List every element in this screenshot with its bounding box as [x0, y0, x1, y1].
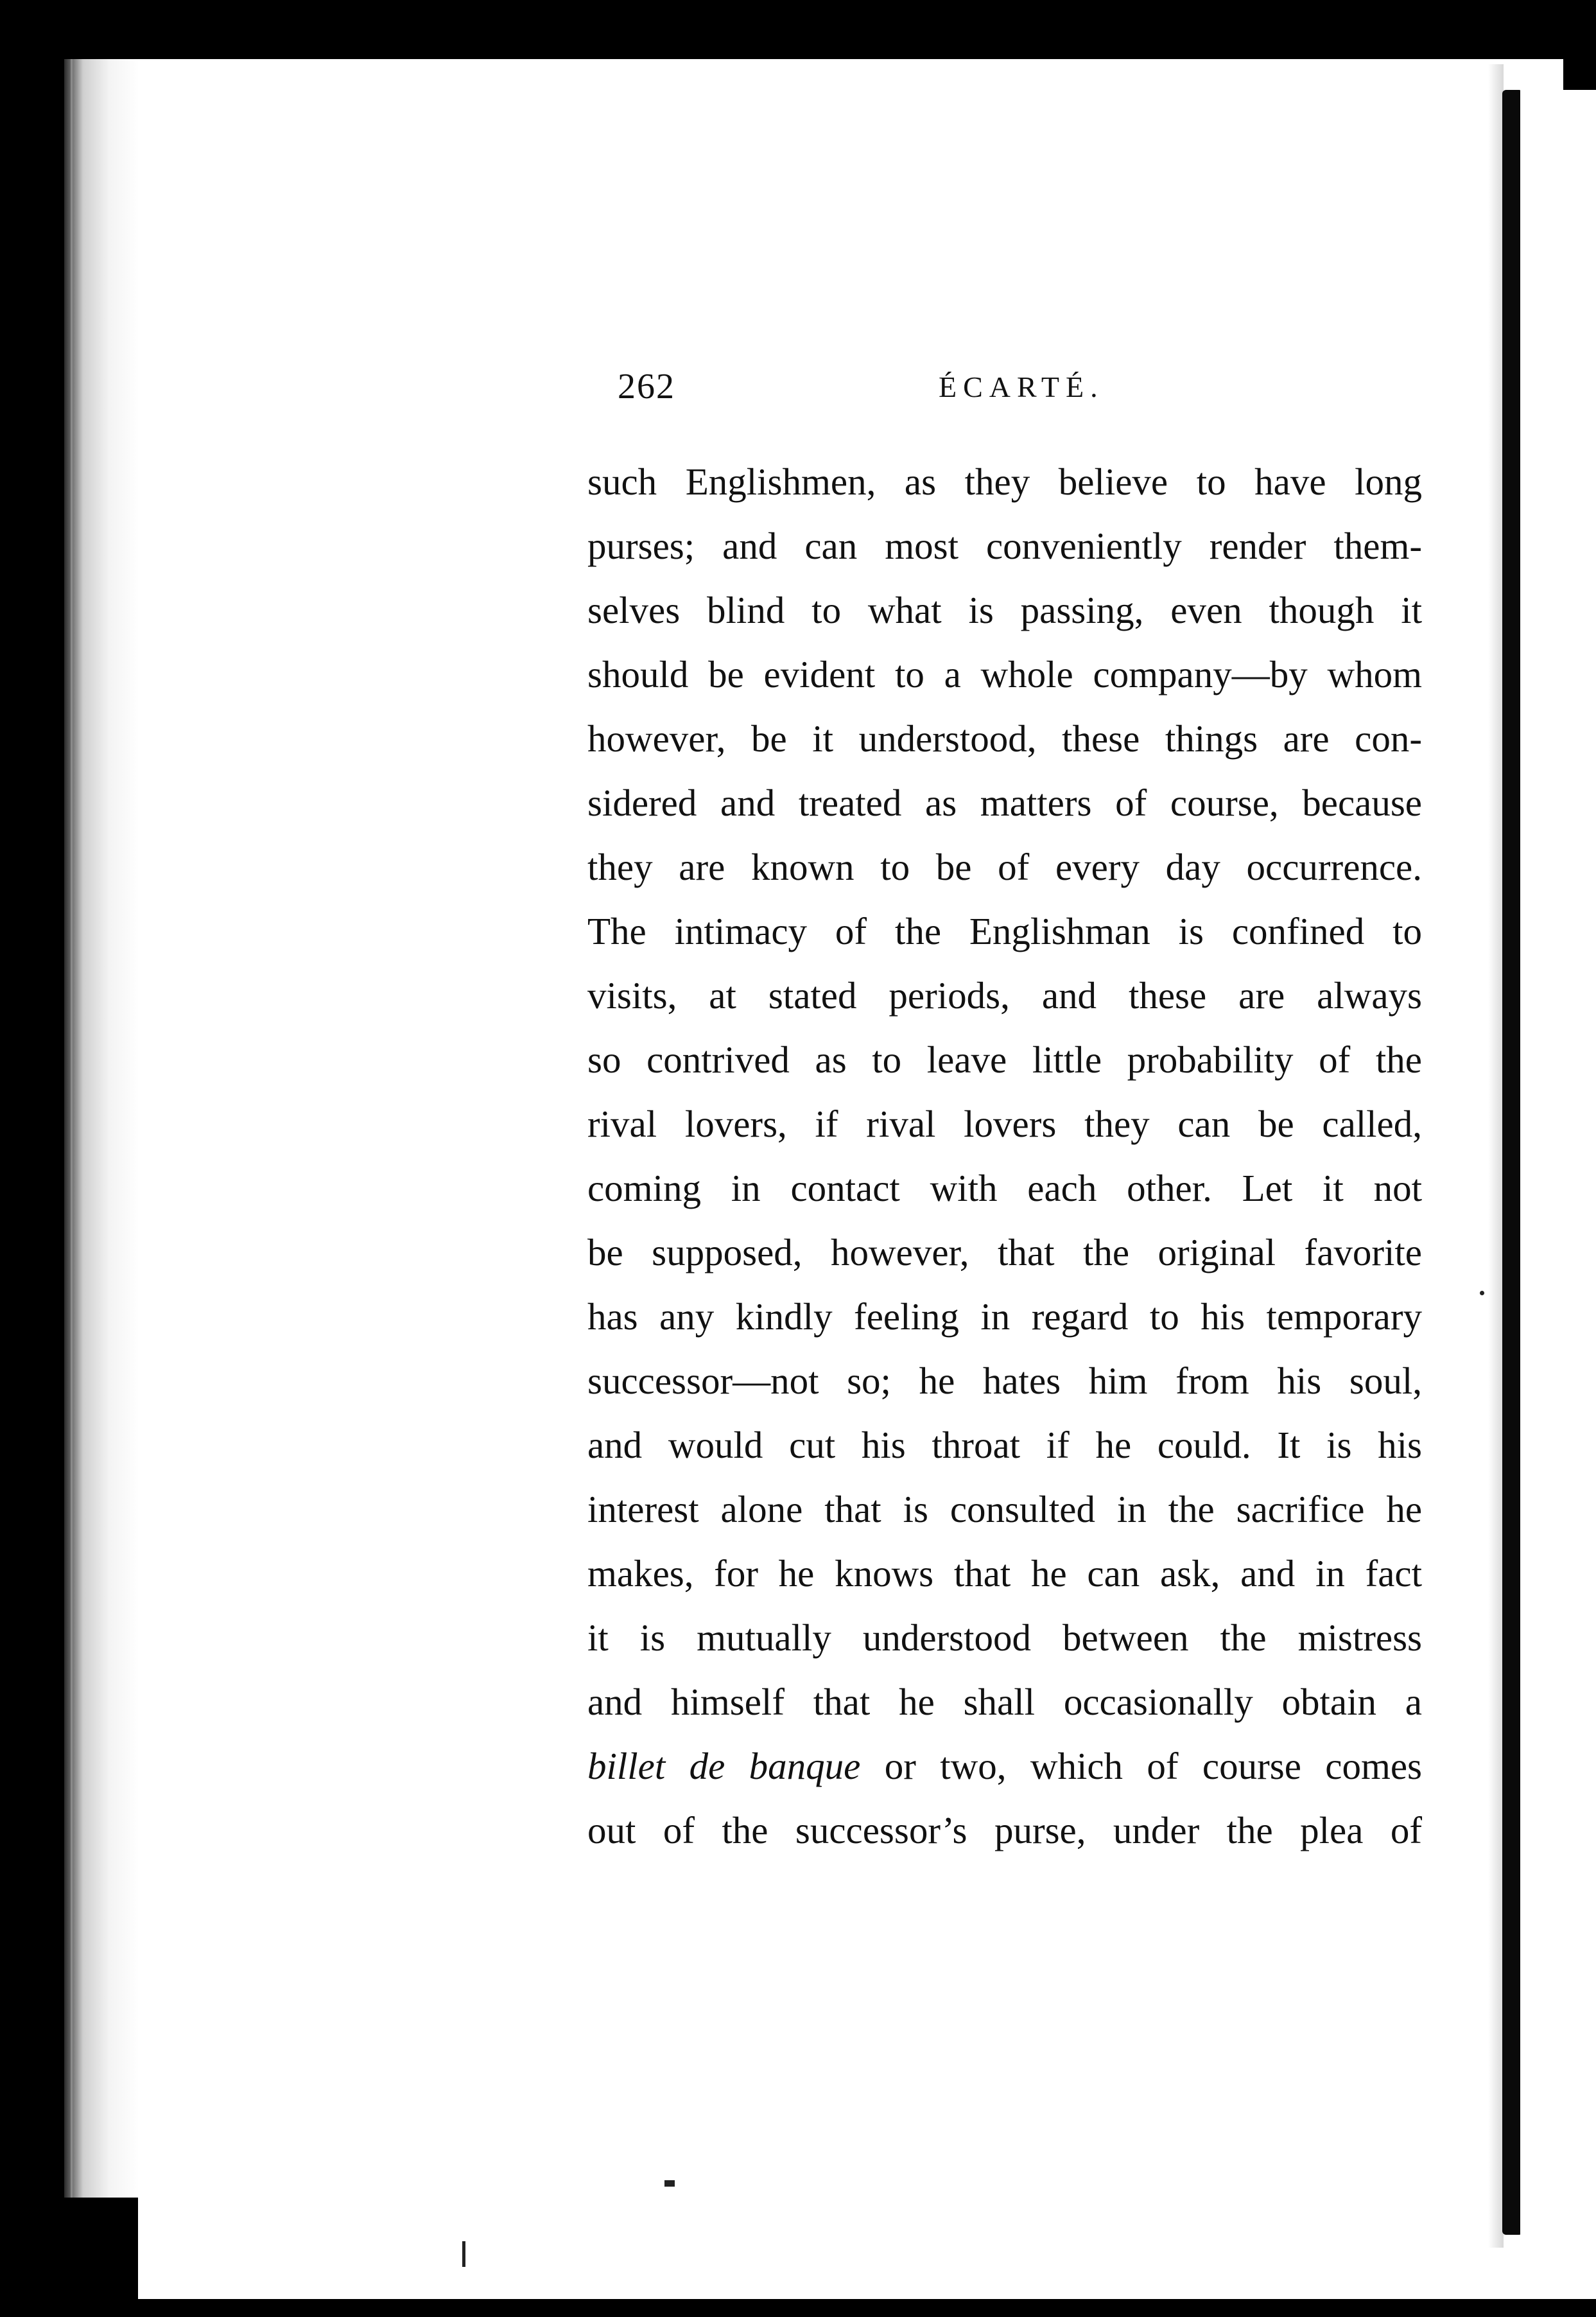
scan-speck: [462, 2241, 465, 2267]
text-line: be supposed, however, that the original favorite: [587, 1231, 1422, 1273]
text-line: however, be it understood, these things are con-: [587, 717, 1422, 760]
page-edge-stack: [64, 59, 140, 2198]
text-line-last: out of the successor’s purse, under the plea of: [587, 1809, 1422, 1851]
text-line: purses; and can most conveniently render them-: [587, 525, 1422, 567]
text-line: and himself that he shall occasionally obtain a: [587, 1681, 1422, 1723]
scan-speck: [1480, 1291, 1484, 1295]
text-line: rival lovers, if rival lovers they can be called,: [587, 1103, 1422, 1145]
body-text: [587, 450, 1422, 1862]
text-line: has any kindly feeling in regard to his temporary: [587, 1295, 1422, 1338]
text-line: successor—not so; he hates him from his soul,: [587, 1360, 1422, 1402]
text-line: it is mutually understood between the mistress: [587, 1616, 1422, 1659]
text-line: such Englishmen, as they believe to have long: [587, 460, 1422, 503]
text-line: sidered and treated as matters of course, because: [587, 782, 1422, 824]
page-number: 262: [618, 367, 675, 407]
text-line: The intimacy of the Englishman is confined to: [587, 910, 1422, 952]
text-line: they are known to be of every day occurrence.: [587, 846, 1422, 888]
running-head: ÉCARTÉ.: [939, 371, 1104, 403]
text-line: should be evident to a whole company—by whom: [587, 653, 1422, 695]
text-line: and would cut his throat if he could. It is his: [587, 1424, 1422, 1466]
page-header: [618, 366, 1112, 424]
text-line: visits, at stated periods, and these are always: [587, 974, 1422, 1017]
text-line: interest alone that is consulted in the sacrifice he: [587, 1488, 1422, 1530]
facing-page-edge: [1520, 90, 1596, 2299]
text-line: makes, for he knows that he can ask, and in fact: [587, 1552, 1422, 1595]
text-line-italic-phrase: [587, 1734, 1422, 1798]
text-line: selves blind to what is passing, even though it: [587, 589, 1422, 631]
gutter-shadow: [1488, 64, 1504, 2248]
text-line: so contrived as to leave little probability of the: [587, 1038, 1422, 1081]
line-remainder: or two, which of course comes: [860, 1745, 1422, 1787]
scan-speck: [664, 2180, 675, 2187]
text-line: coming in contact with each other. Let it not: [587, 1167, 1422, 1209]
italic-phrase: billet de banque: [587, 1745, 861, 1787]
